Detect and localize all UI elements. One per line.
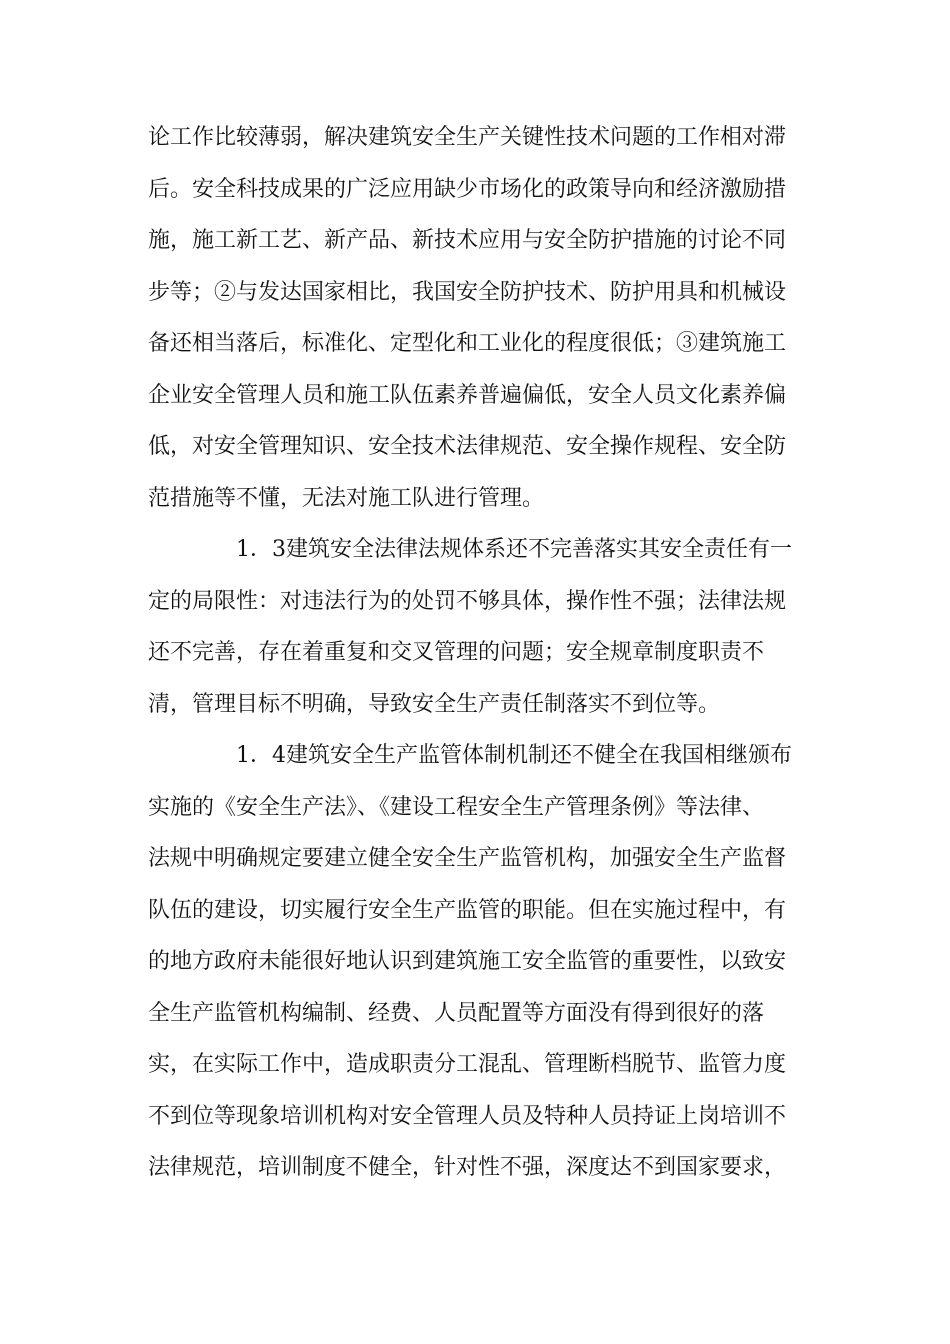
text-line: 企业安全管理人员和施工队伍素养普遍偏低，安全人员文化素养偏: [148, 382, 787, 408]
text-line: 实施的《安全生产法》、《建设工程安全生产管理条例》等法律、: [148, 794, 765, 820]
text-line: 论工作比较薄弱，解决建筑安全生产关键性技术问题的工作相对滞: [148, 125, 787, 150]
text-line: 备还相当落后，标准化、定型化和工业化的程度很低；③建筑施工: [148, 331, 787, 356]
document-body: [148, 112, 808, 1194]
text-line: 法律规范，培训制度不健全，针对性不强，深度达不到国家要求，: [148, 1155, 787, 1180]
text-line: 队伍的建设，切实履行安全生产监管的职能。但在实施过程中，有: [148, 897, 787, 923]
paragraph-section-1-3: [148, 524, 808, 730]
text-line: 施，施工新工艺、新产品、新技术应用与安全防护措施的讨论不同: [148, 228, 787, 253]
paragraph-section-1-4: [148, 730, 808, 1194]
text-line: 范措施等不懂，无法对施工队进行管理。: [148, 485, 545, 511]
text-line: 步等；②与发达国家相比，我国安全防护技术、防护用具和机械设: [148, 279, 787, 305]
paragraph-1: [148, 112, 808, 524]
text-line: 法规中明确规定要建立健全安全生产监管机构，加强安全生产监督: [148, 846, 787, 871]
text-line: 定的局限性：对违法行为的处罚不够具体，操作性不强；法律法规: [148, 588, 787, 614]
text-line: 1．3建筑安全法律法规体系还不完善落实其安全责任有一: [236, 537, 792, 562]
text-line: 不到位等现象培训机构对安全管理人员及特种人员持证上岗培训不: [148, 1103, 787, 1129]
text-line: 低，对安全管理知识、安全技术法律规范、安全操作规程、安全防: [148, 434, 787, 459]
text-line: 还不完善，存在着重复和交叉管理的问题；安全规章制度职责不: [148, 640, 765, 665]
text-line: 的地方政府未能很好地认识到建筑施工安全监管的重要性，以致安: [148, 949, 787, 974]
text-line: 1．4建筑安全生产监管体制机制还不健全在我国相继颁布: [236, 743, 792, 768]
text-line: 实，在实际工作中，造成职责分工混乱、管理断档脱节、监管力度: [148, 1052, 787, 1077]
text-line: 清，管理目标不明确，导致安全生产责任制落实不到位等。: [148, 691, 721, 717]
text-line: 全生产监管机构编制、经费、人员配置等方面没有得到很好的落: [148, 1000, 765, 1026]
text-line: 后。安全科技成果的广泛应用缺少市场化的政策导向和经济激励措: [148, 176, 787, 202]
